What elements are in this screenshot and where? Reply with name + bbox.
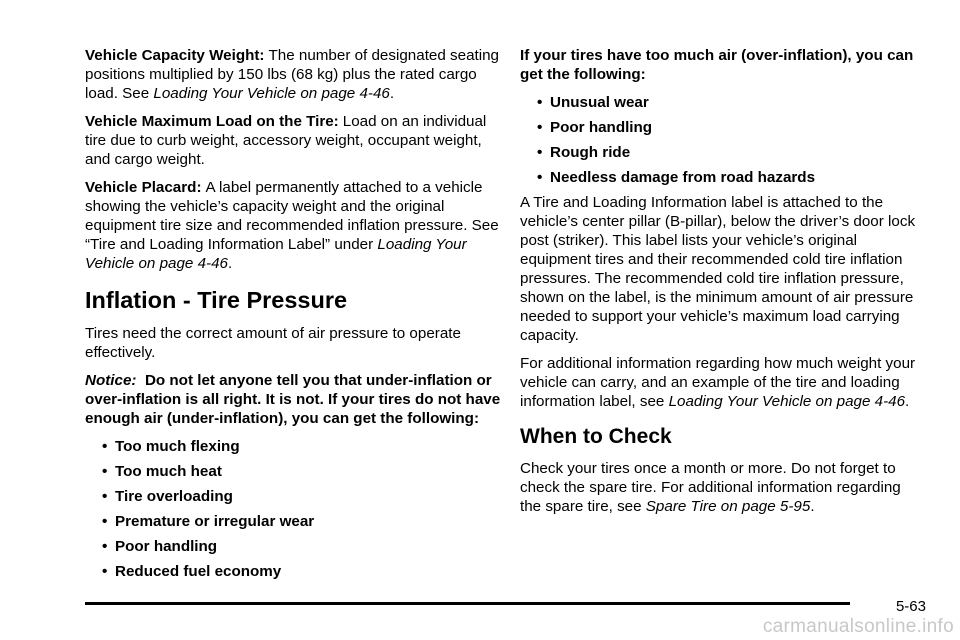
bullet-icon: •	[102, 463, 108, 480]
punctuation: .	[389, 85, 395, 102]
notice-text: Do not let anyone tell you that under-inflation or over-inflation is all right. It is not. If your tires do not have enough air (under-inflation), you can get the following:	[85, 372, 501, 427]
bullet-icon: •	[537, 94, 543, 111]
paragraph-text: Check your tires once a month or more. Do not forget to check the spare tire. For additional information regarding the spare tire, see	[520, 460, 901, 515]
list-item	[85, 437, 509, 456]
notice-paragraph	[85, 371, 509, 428]
watermark: carmanualsonline.info	[762, 616, 954, 637]
list-item-text: Reduced fuel economy	[115, 563, 282, 580]
footer-rule	[85, 602, 850, 605]
list-item-text: Too much heat	[115, 463, 222, 480]
page-number: 5-63	[895, 598, 926, 615]
definition-term: Vehicle Maximum Load on the Tire:	[85, 113, 339, 130]
section-heading-inflation: Inflation - Tire Pressure	[85, 287, 348, 313]
definition-vehicle-placard	[85, 178, 509, 273]
inflation-intro: Tires need the correct amount of air pressure to operate effectively.	[85, 325, 461, 361]
list-item-text: Rough ride	[550, 144, 631, 161]
list-item-text: Unusual wear	[550, 94, 649, 111]
check-paragraph	[520, 459, 925, 516]
list-item	[520, 118, 925, 137]
left-column	[85, 46, 509, 587]
definition-term: Vehicle Placard:	[85, 179, 202, 196]
cross-reference-link[interactable]: Loading Your Vehicle on page 4-46	[153, 85, 390, 102]
list-item	[85, 562, 509, 581]
list-item-text: Poor handling	[115, 538, 218, 555]
definition-vehicle-max-load	[85, 112, 509, 169]
list-item	[85, 487, 509, 506]
over-inflation-list	[520, 93, 925, 187]
bullet-icon: •	[102, 513, 108, 530]
punctuation: .	[810, 498, 815, 515]
bullet-icon: •	[537, 169, 543, 186]
bullet-icon: •	[537, 119, 543, 136]
list-item-text: Poor handling	[550, 119, 653, 136]
bullet-icon: •	[102, 438, 108, 455]
bullet-icon: •	[102, 563, 108, 580]
under-inflation-list	[85, 437, 509, 581]
right-column	[520, 46, 925, 525]
list-item-text: Too much flexing	[115, 438, 240, 455]
additional-info-paragraph	[520, 354, 925, 411]
list-item	[520, 168, 925, 187]
definition-vehicle-capacity-weight	[85, 46, 509, 103]
section-heading-when-to-check: When to Check	[520, 425, 672, 448]
definition-text: Load on an individual tire due to curb weight, accessory weight, occupant weight, and cargo weight.	[85, 113, 487, 168]
over-inflation-intro	[520, 46, 925, 84]
paragraph-text: For additional information regarding how much weight your vehicle can carry, and an example of the tire and loading information label, see	[520, 355, 916, 410]
list-item-text: Needless damage from road hazards	[550, 169, 816, 186]
list-item-text: Tire overloading	[115, 488, 233, 505]
label-location-paragraph: A Tire and Loading Information label is attached to the vehicle’s center pillar (B-pillar), below the driver’s door lock post (striker). This label lists your vehicle’s original equipment tires and their recommended cold tire inflation pressures. The recommended cold tire inflation pressure, shown on the label, is the minimum amount of air pressure needed to support your vehicle’s maximum load carrying capacity.	[520, 194, 916, 344]
cross-reference-link[interactable]: Spare Tire on page 5-95	[645, 498, 811, 515]
cross-reference-link[interactable]: Loading Your Vehicle on page 4-46	[668, 393, 906, 410]
list-item	[85, 462, 509, 481]
punctuation: .	[227, 255, 233, 272]
list-item-text: Premature or irregular wear	[115, 513, 315, 530]
notice-label: Notice:	[85, 372, 137, 389]
bullet-icon: •	[102, 538, 108, 555]
definition-text: A label permanently attached to a vehicle showing the vehicle’s capacity weight and the original equipment tire size and recommended inflation pressure. See “Tire and Loading Information Label” under	[85, 179, 499, 253]
definition-text: The number of designated seating positions multiplied by 150 lbs (68 kg) plus the rated cargo load. See	[85, 47, 499, 102]
punctuation: .	[905, 393, 910, 410]
bullet-icon: •	[537, 144, 543, 161]
bullet-icon: •	[102, 488, 108, 505]
list-item	[520, 143, 925, 162]
cross-reference-link[interactable]: Loading Your Vehicle on page 4-46	[85, 236, 467, 272]
list-item	[85, 537, 509, 556]
definition-term: Vehicle Capacity Weight:	[85, 47, 265, 64]
list-item	[85, 512, 509, 531]
list-item	[520, 93, 925, 112]
over-inflation-intro-text: If your tires have too much air (over-inflation), you can get the following:	[520, 47, 914, 83]
